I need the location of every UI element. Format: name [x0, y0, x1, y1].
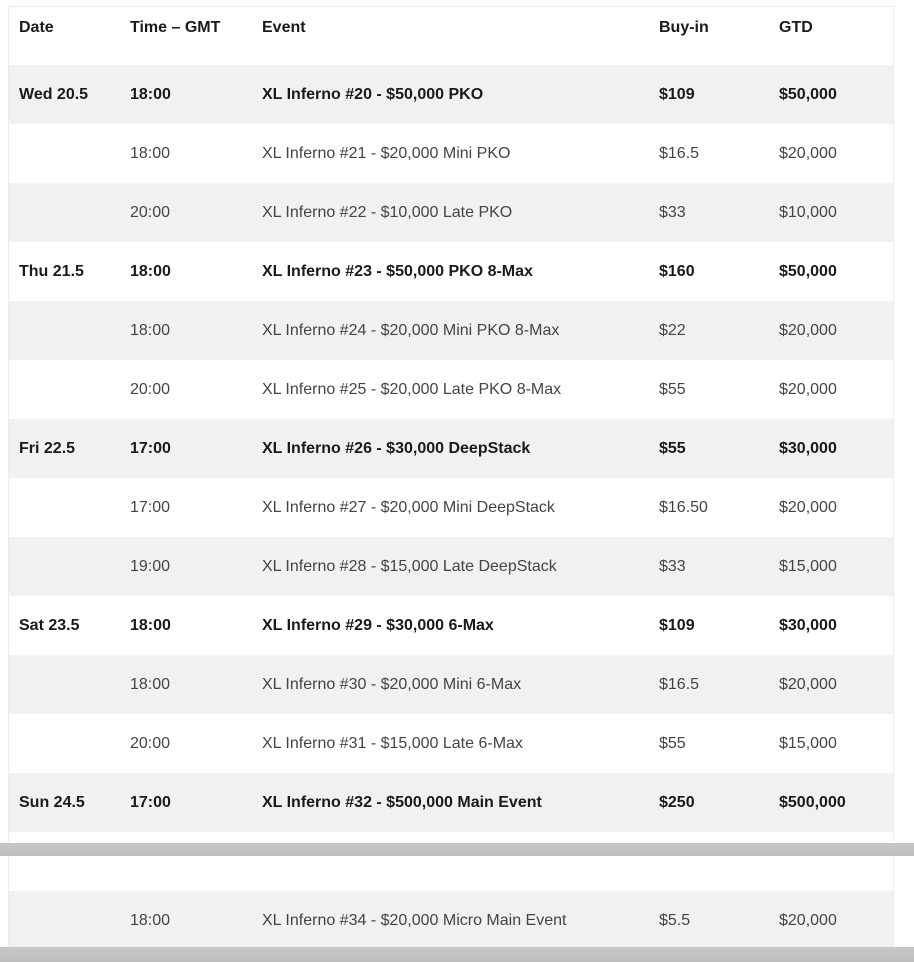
row-time: 20:00 — [130, 734, 171, 752]
row-event: XL Inferno #27 - $20,000 Mini DeepStack — [262, 498, 555, 516]
row-event: XL Inferno #23 - $50,000 PKO 8-Max — [262, 262, 533, 280]
row-time: 20:00 — [130, 203, 171, 221]
schedule-table — [8, 6, 894, 950]
row-event: XL Inferno #32 - $500,000 Main Event — [262, 793, 542, 811]
table-row — [9, 714, 893, 773]
row-buyin: $5.5 — [659, 911, 691, 929]
row-buyin: $109 — [659, 616, 695, 634]
row-event: XL Inferno #34 - $20,000 Micro Main Event — [262, 911, 567, 929]
header-time: Time – GMT — [130, 19, 221, 36]
table-row — [9, 360, 893, 419]
row-buyin: $55 — [659, 380, 686, 398]
row-event: XL Inferno #31 - $15,000 Late 6-Max — [262, 734, 523, 752]
row-event: XL Inferno #24 - $20,000 Mini PKO 8-Max — [262, 321, 560, 339]
row-gtd: $15,000 — [779, 557, 837, 575]
row-gtd: $20,000 — [779, 911, 837, 929]
row-buyin: $160 — [659, 262, 695, 280]
row-buyin: $33 — [659, 557, 686, 575]
row-time: 19:00 — [130, 557, 171, 575]
row-buyin: $33 — [659, 203, 686, 221]
row-date: Thu 21.5 — [19, 262, 84, 280]
row-buyin: $22 — [659, 321, 686, 339]
table-row — [9, 537, 893, 596]
row-event: XL Inferno #22 - $10,000 Late PKO — [262, 203, 513, 221]
row-event: XL Inferno #28 - $15,000 Late DeepStack — [262, 557, 557, 575]
row-date: Sat 23.5 — [19, 616, 80, 634]
row-event: XL Inferno #21 - $20,000 Mini PKO — [262, 144, 511, 162]
row-time: 18:00 — [130, 616, 171, 634]
row-buyin: $55 — [659, 439, 686, 457]
row-buyin: $109 — [659, 85, 695, 103]
table-row — [9, 124, 893, 183]
row-gtd: $30,000 — [779, 616, 837, 634]
row-event: XL Inferno #25 - $20,000 Late PKO 8-Max — [262, 380, 562, 398]
horizontal-scrollbar[interactable] — [0, 843, 914, 856]
row-buyin: $16.5 — [659, 144, 700, 162]
header-event: Event — [262, 19, 306, 36]
row-gtd: $50,000 — [779, 85, 837, 103]
header-date: Date — [19, 19, 54, 36]
row-event: XL Inferno #30 - $20,000 Mini 6-Max — [262, 675, 522, 693]
row-time: 20:00 — [130, 380, 171, 398]
row-buyin: $55 — [659, 734, 686, 752]
table-row — [9, 891, 893, 950]
row-gtd: $20,000 — [779, 675, 837, 693]
header-gtd: GTD — [779, 19, 813, 36]
table-row-obscured — [9, 832, 893, 891]
row-time: 18:00 — [130, 262, 171, 280]
row-gtd: $20,000 — [779, 321, 837, 339]
row-event: XL Inferno #29 - $30,000 6-Max — [262, 616, 494, 634]
row-time: 18:00 — [130, 911, 171, 929]
table-row — [9, 596, 893, 655]
table-row — [9, 65, 893, 124]
table-row — [9, 183, 893, 242]
row-event: XL Inferno #20 - $50,000 PKO — [262, 85, 484, 103]
table-row — [9, 419, 893, 478]
row-buyin: $16.5 — [659, 675, 700, 693]
row-time: 18:00 — [130, 144, 171, 162]
row-gtd: $20,000 — [779, 144, 837, 162]
row-date: Wed 20.5 — [19, 85, 89, 103]
row-gtd: $20,000 — [779, 498, 837, 516]
row-time: 18:00 — [130, 675, 171, 693]
row-time: 17:00 — [130, 498, 171, 516]
table-header — [9, 7, 893, 65]
row-gtd: $20,000 — [779, 380, 837, 398]
row-time: 18:00 — [130, 85, 171, 103]
row-time: 18:00 — [130, 321, 171, 339]
row-time: 17:00 — [130, 793, 171, 811]
row-event: XL Inferno #26 - $30,000 DeepStack — [262, 439, 531, 457]
row-time: 17:00 — [130, 439, 171, 457]
table-row — [9, 242, 893, 301]
table-row — [9, 301, 893, 360]
row-gtd: $30,000 — [779, 439, 837, 457]
row-date: Sun 24.5 — [19, 793, 85, 811]
row-gtd: $50,000 — [779, 262, 837, 280]
header-buyin: Buy-in — [659, 19, 709, 36]
table-row — [9, 655, 893, 714]
horizontal-scrollbar[interactable] — [0, 947, 914, 962]
row-gtd: $10,000 — [779, 203, 837, 221]
table-row — [9, 478, 893, 537]
row-buyin: $250 — [659, 793, 695, 811]
row-gtd: $500,000 — [779, 793, 846, 811]
table-row — [9, 773, 893, 832]
row-gtd: $15,000 — [779, 734, 837, 752]
row-buyin: $16.50 — [659, 498, 708, 516]
row-date: Fri 22.5 — [19, 439, 76, 457]
